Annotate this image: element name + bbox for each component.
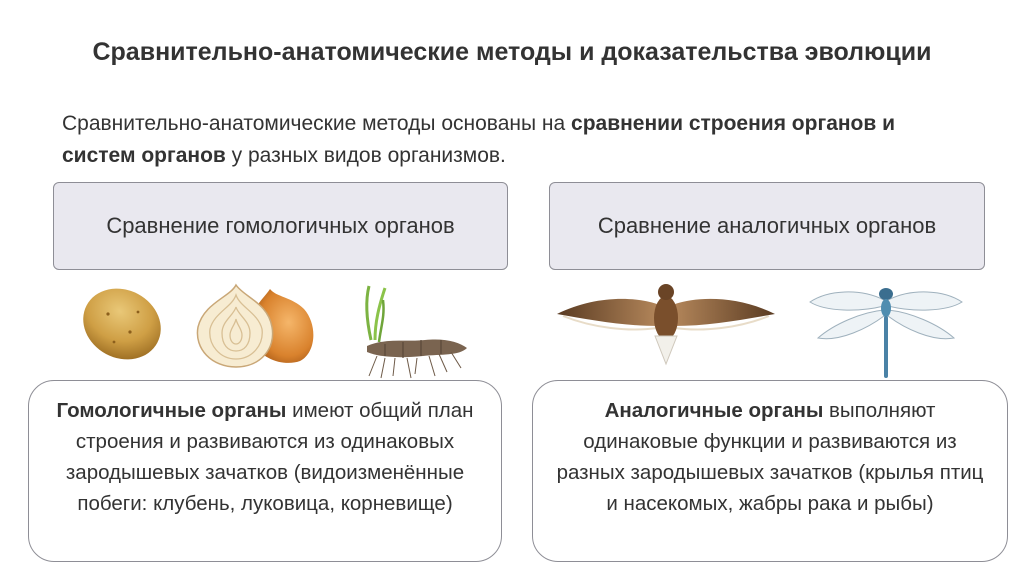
analogous-header-box — [549, 182, 985, 270]
analogous-description-box — [532, 380, 1008, 562]
intro-part2: у разных видов организмов. — [225, 144, 506, 167]
homologous-desc-text: имеют общий план строения и развиваются из одинаковых зародышевых зачатков (видоизменённые побеги: клубень, луковица, корневище) — [65, 399, 474, 515]
onion-image — [192, 281, 320, 371]
homologous-header: Сравнение гомологичных органов — [106, 213, 455, 238]
intro-bold: сравнении строения органов и систем органов — [62, 112, 896, 167]
homologous-header-box — [53, 182, 508, 270]
bird-image — [553, 282, 779, 368]
analogous-desc-bold: Аналогичные органы — [604, 399, 824, 422]
page-title: Сравнительно-анатомические методы и доказательства эволюции — [92, 38, 932, 66]
intro-text — [62, 108, 962, 172]
intro-part1: Сравнительно-анатомические методы основаны на — [62, 112, 572, 135]
homologous-desc-bold: Гомологичные органы — [56, 399, 287, 422]
analogous-desc-text: выполняют одинаковые функции и развиваются из разных зародышевых зачатков (крылья птиц и насекомых, жабры рака и рыбы) — [556, 399, 984, 515]
dragonfly-image — [806, 282, 966, 380]
analogous-header: Сравнение аналогичных органов — [597, 213, 937, 238]
rhizome-image — [355, 282, 475, 380]
potato-image — [78, 284, 168, 366]
homologous-description-box — [28, 380, 502, 562]
